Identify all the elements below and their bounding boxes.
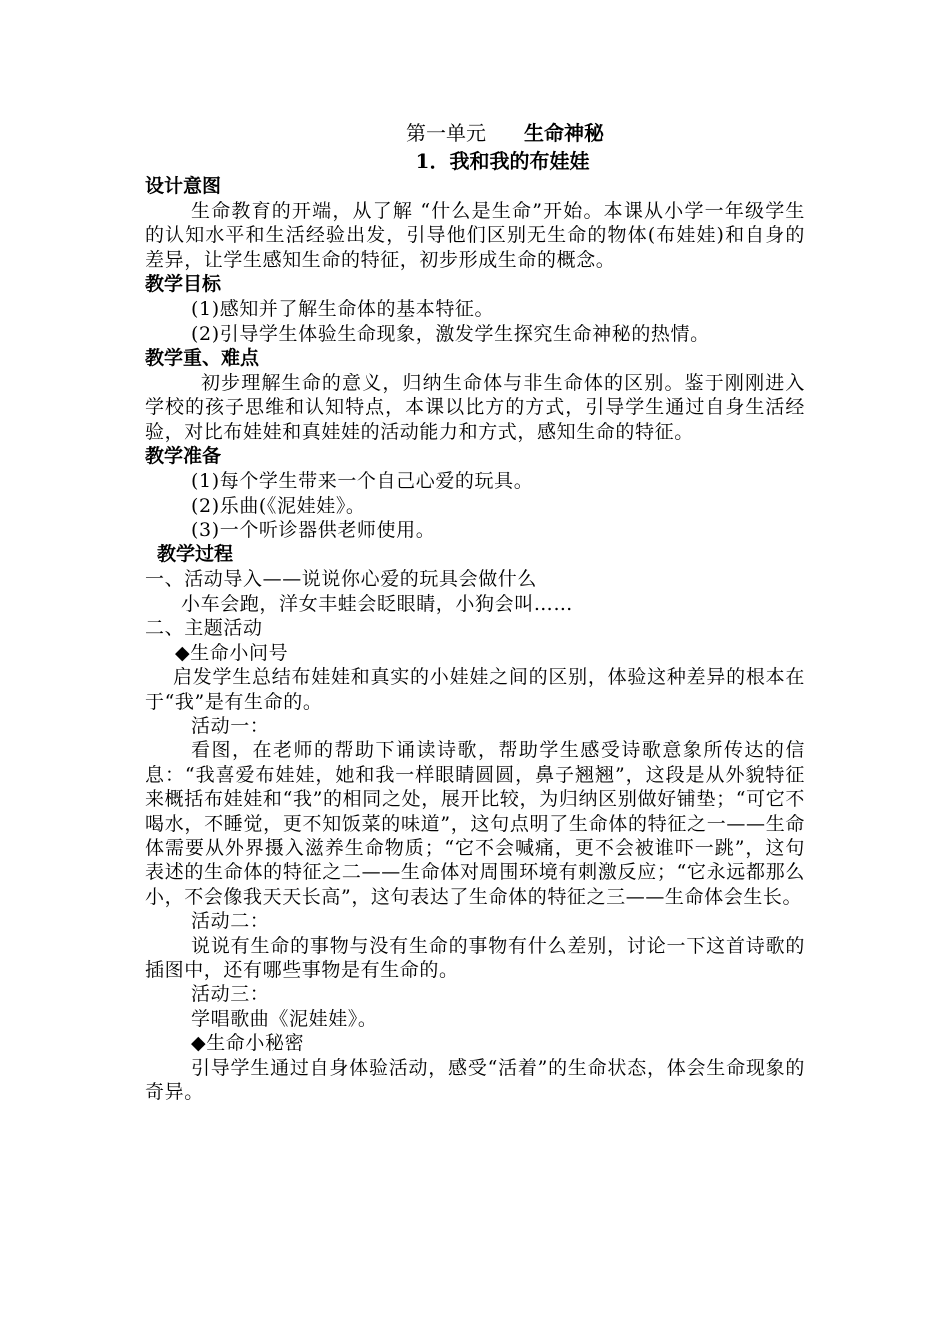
objective-item: (2)引导学生体验生命现象，激发学生探究生命神秘的热情。 [191, 322, 710, 345]
process-heading: 教学过程 [157, 543, 234, 566]
part1-text: 小车会跑，洋女丰蛙会眨眼睛，小狗会叫…… [181, 592, 574, 615]
activity2-text: 说说有生命的事物与没有生命的事物有什么差别，讨论一下这首诗歌的插图中，还有哪些事物是有生命的。 [145, 934, 805, 981]
lesson-title: 1．我和我的布娃娃 [415, 149, 590, 173]
sub2-text: 引导学生通过自身体验活动，感受“活着”的生命状态，体会生命现象的奇异。 [145, 1056, 805, 1103]
key-points-heading: 教学重、难点 [145, 347, 260, 370]
unit-title [205, 118, 805, 148]
key-points-text: 初步理解生命的意义，归纳生命体与非生命体的区别。鉴于刚刚进入学校的孩子思维和认知特点，本课以比方的方式，引导学生通过自身生活经验，对比布娃娃和真娃娃的活动能力和方式，感知生命的特征。 [145, 372, 805, 443]
sub1-text: 启发学生总结布娃娃和真实的小娃娃之间的区别，体验这种差异的根本在于“我”是有生命的。 [145, 666, 805, 713]
preparation-heading: 教学准备 [145, 445, 222, 468]
activity3-label: 活动三： [191, 983, 270, 1006]
design-intent-heading: 设计意图 [145, 175, 222, 197]
activity1-text: 看图，在老师的帮助下诵读诗歌，帮助学生感受诗歌意象所传达的信息：“我喜爱布娃娃，她和我一样眼睛圆圆，鼻子翘翘”，这段是从外貌特征来概括布娃娃和“我”的相同之处，展开比较，为归纳区别做好铺垫；“可它不喝水，不睡觉，更不知饭菜的味道”，这句点明了生命体的特征之一——生命体需要从外界摄入滋养生命物质；“它不会喊痛，更不会被谁吓一跳”，这句表述的生命体的特征之二——生命体对周围环境有刺激反应；“它永远都那么小，不会像我天天长高”，这句表达了生命体的特征之三——生命体会生长。 [145, 739, 805, 908]
preparation-item: (2)乐曲(《泥娃娃》。 [191, 494, 366, 517]
objectives-heading: 教学目标 [145, 273, 222, 296]
preparation-item: (1)每个学生带来一个自己心爱的玩具。 [191, 470, 534, 493]
part1-title: 一、活动导入——说说你心爱的玩具会做什么 [145, 568, 538, 591]
sub1-title: ◆生命小问号 [175, 641, 289, 664]
activity3-text: 学唱歌曲《泥娃娃》。 [191, 1007, 378, 1030]
objective-item: (1)感知并了解生命体的基本特征。 [191, 298, 495, 321]
part2-title: 二、主题活动 [145, 617, 263, 640]
preparation-item: (3)一个听诊器供老师使用。 [191, 519, 436, 542]
design-intent-text: 生命教育的开端，从了解 “什么是生命”开始。本课从小学一年级学生的认知水平和生活经验出发，引导他们区别无生命的物体(布娃娃)和自身的差异，让学生感知生命的特征，初步形成生命的概念。 [145, 200, 805, 271]
sub2-title: ◆生命小秘密 [191, 1032, 305, 1055]
activity1-label: 活动一： [191, 714, 270, 737]
document-page [145, 118, 805, 1104]
unit-name: 生命神秘 [524, 121, 604, 145]
activity2-label: 活动二： [191, 910, 270, 933]
unit-label: 第一单元 [406, 121, 486, 145]
